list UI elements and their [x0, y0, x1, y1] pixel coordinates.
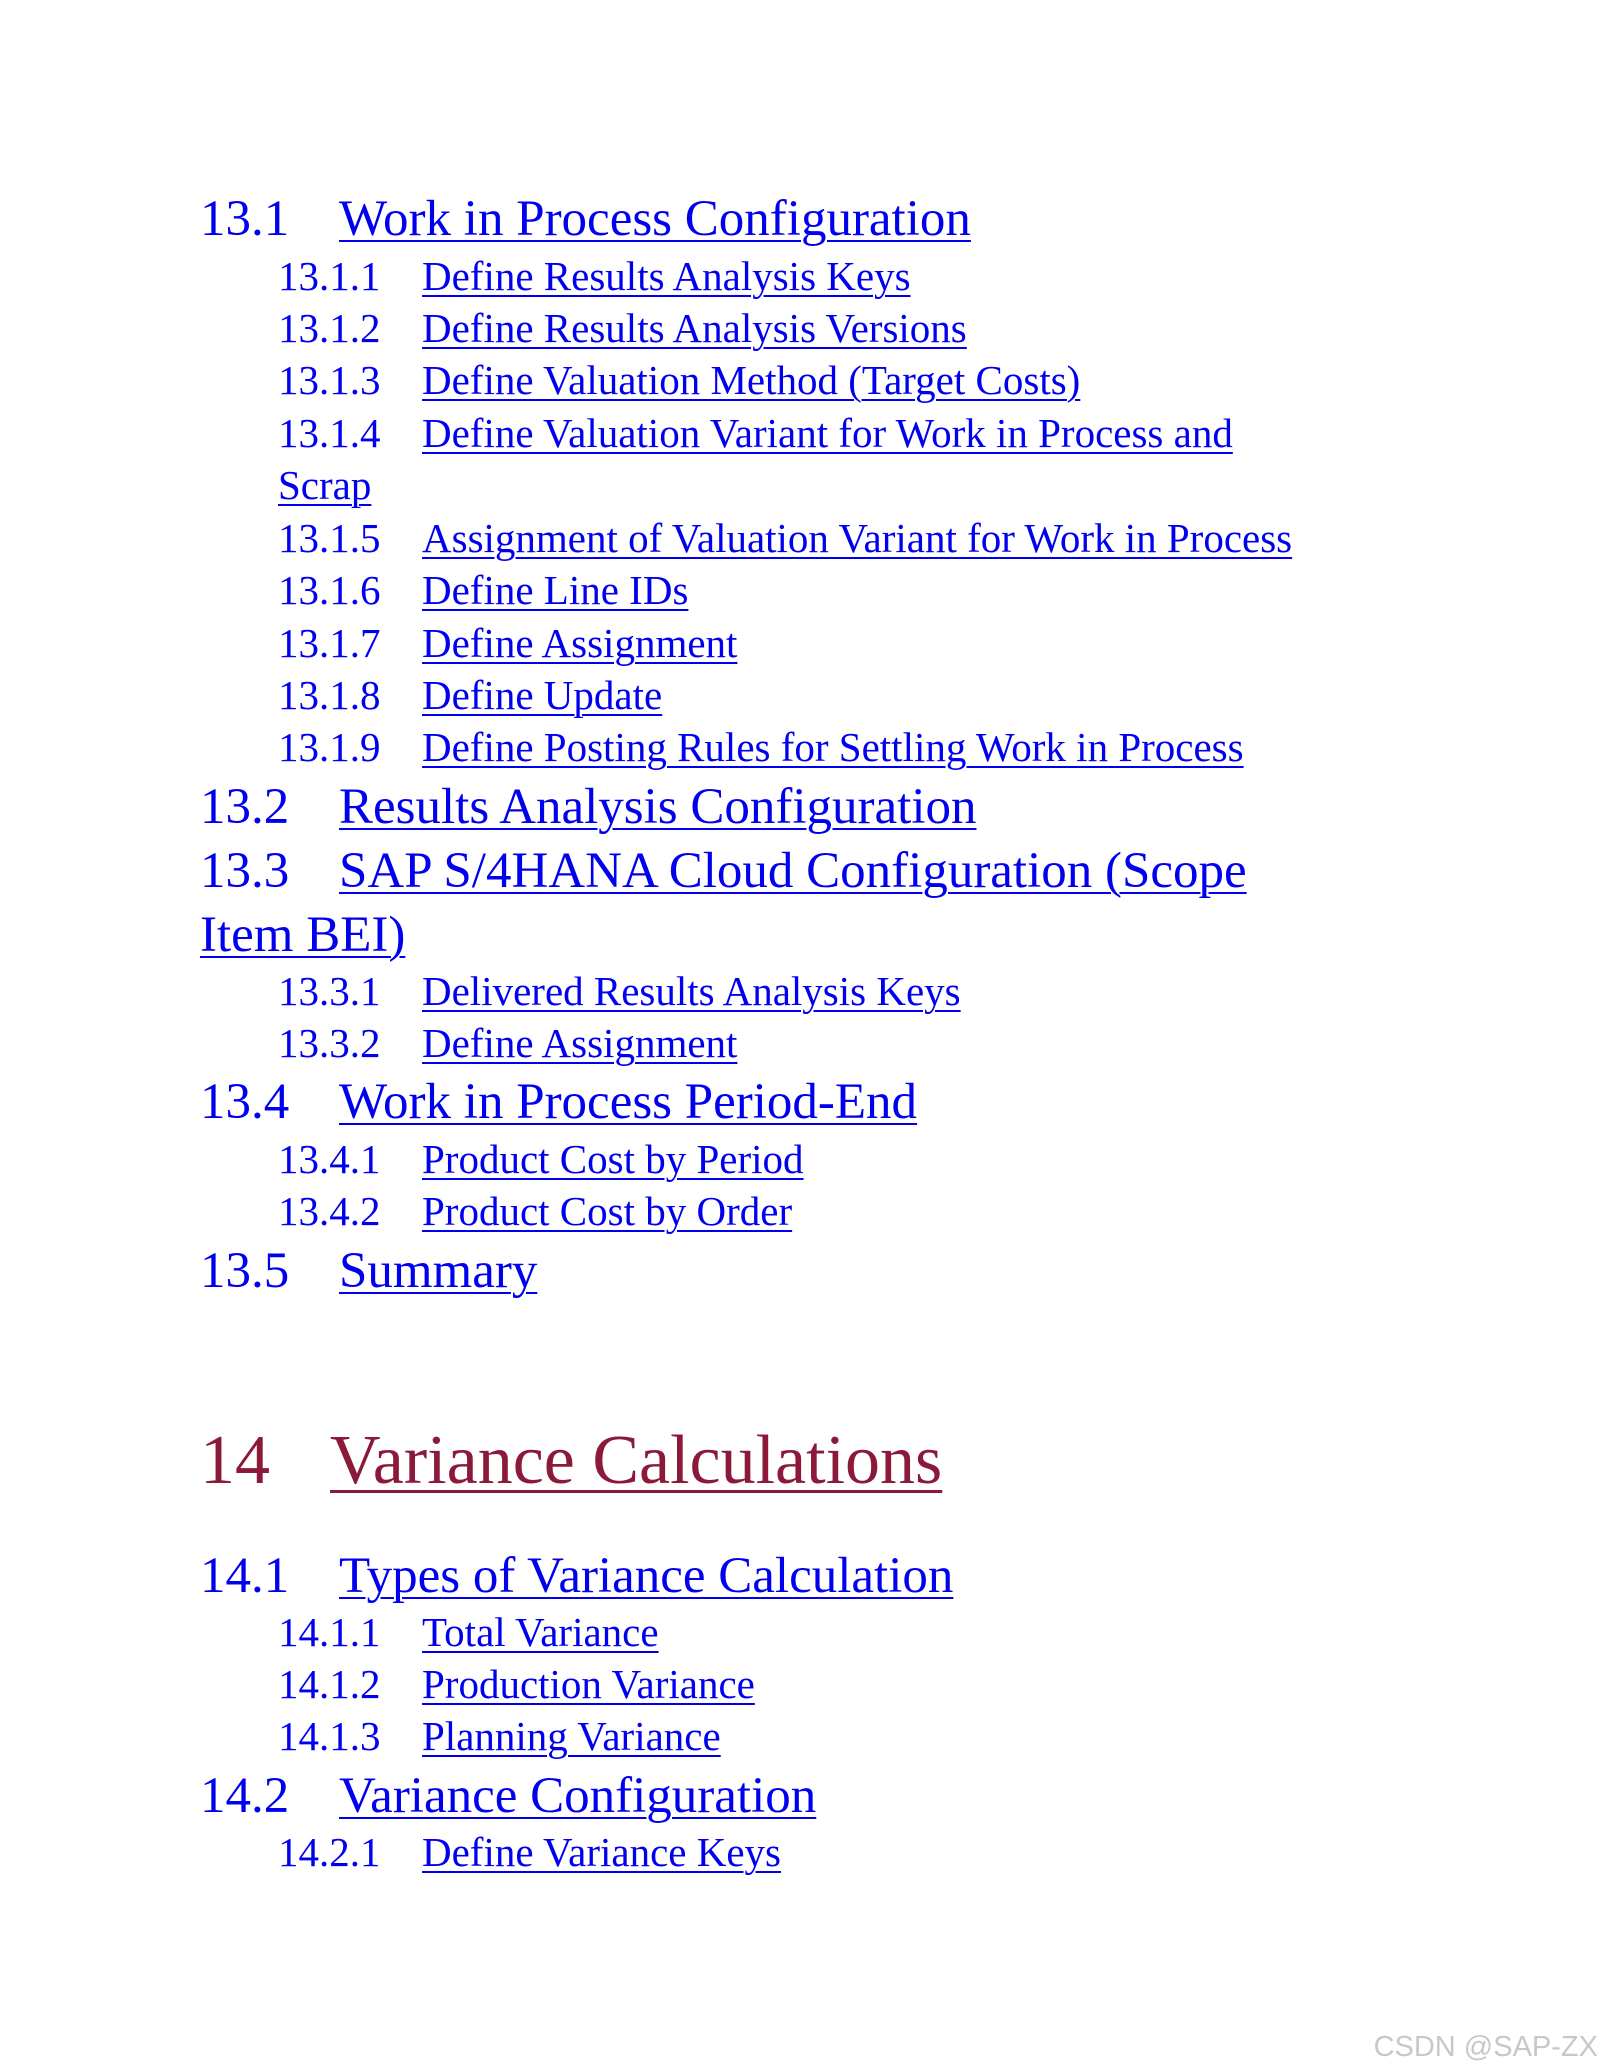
- toc-title: Planning Variance: [422, 1713, 721, 1759]
- toc-number: 13.4.2: [278, 1188, 381, 1234]
- toc-link-13-1-2[interactable]: [278, 304, 967, 352]
- toc-link-13-1-4-continuation[interactable]: [278, 461, 371, 509]
- toc-title: Work in Process Period-End: [339, 1074, 918, 1130]
- toc-link-13-5[interactable]: [200, 1242, 537, 1300]
- toc-number: 13.3.2: [278, 1020, 381, 1066]
- toc-title: Product Cost by Period: [422, 1136, 804, 1182]
- toc-number: 13.1.1: [278, 253, 381, 299]
- toc-number: 13.2: [200, 779, 290, 835]
- toc-number: 13.1.9: [278, 724, 381, 770]
- toc-link-13-1-7[interactable]: [278, 619, 737, 667]
- toc-title: Work in Process Configuration: [339, 191, 971, 247]
- toc-title: Define Update: [422, 672, 663, 718]
- toc-link-13-3[interactable]: [200, 842, 1247, 900]
- toc-title: Define Assignment: [422, 1020, 738, 1066]
- toc-title: Delivered Results Analysis Keys: [422, 968, 961, 1014]
- toc-link-14-1-1[interactable]: [278, 1608, 659, 1656]
- toc-number: 13.1.5: [278, 515, 381, 561]
- toc-link-14-1[interactable]: [200, 1547, 953, 1605]
- toc-title: Define Posting Rules for Settling Work in Process: [422, 724, 1244, 770]
- toc-link-13-2[interactable]: [200, 778, 977, 836]
- toc-title: Define Results Analysis Versions: [422, 305, 967, 351]
- toc-title: Define Results Analysis Keys: [422, 253, 911, 299]
- toc-number: 13.1.2: [278, 305, 381, 351]
- toc-title: Define Assignment: [422, 620, 738, 666]
- toc-number: 13.1.7: [278, 620, 381, 666]
- toc-number: 14.1.2: [278, 1661, 381, 1707]
- toc-title: Define Valuation Variant for Work in Process and: [422, 410, 1233, 456]
- toc-title: Assignment of Valuation Variant for Work in Process: [422, 515, 1293, 561]
- toc-link-13-1-9[interactable]: [278, 723, 1244, 771]
- toc-link-13-1-4[interactable]: [278, 409, 1233, 457]
- toc-number: 13.3: [200, 843, 290, 899]
- toc-link-13-3-continuation[interactable]: [200, 906, 405, 964]
- toc-link-14-1-2[interactable]: [278, 1660, 755, 1708]
- toc-link-13-1-8[interactable]: [278, 671, 662, 719]
- watermark: CSDN @SAP-ZX: [1373, 2031, 1598, 2063]
- toc-number: 13.1: [200, 191, 290, 247]
- toc-link-13-1[interactable]: [200, 190, 971, 248]
- toc-link-14[interactable]: [200, 1421, 942, 1501]
- toc-title: Define Line IDs: [422, 567, 689, 613]
- toc-number: 14.1.3: [278, 1713, 381, 1759]
- toc-link-13-1-5[interactable]: [278, 514, 1292, 562]
- toc-title: SAP S/4HANA Cloud Configuration (Scope: [339, 843, 1247, 899]
- toc-title-continuation: Item BEI): [200, 907, 406, 963]
- toc-title: Summary: [339, 1243, 538, 1299]
- toc-title-continuation: Scrap: [278, 462, 372, 508]
- toc-title: Product Cost by Order: [422, 1188, 793, 1234]
- toc-number: 13.1.8: [278, 672, 381, 718]
- toc-title: Variance Calculations: [330, 1422, 943, 1499]
- toc-link-13-3-1[interactable]: [278, 967, 961, 1015]
- toc-link-13-1-3[interactable]: [278, 356, 1080, 404]
- toc-title: Production Variance: [422, 1661, 755, 1707]
- toc-link-13-1-6[interactable]: [278, 566, 688, 614]
- toc-number: 13.1.3: [278, 357, 381, 403]
- toc-number: 14: [200, 1422, 270, 1499]
- toc-number: 13.4: [200, 1074, 290, 1130]
- toc-title: Results Analysis Configuration: [339, 779, 977, 835]
- toc-link-13-4-1[interactable]: [278, 1135, 804, 1183]
- toc-number: 13.5: [200, 1243, 290, 1299]
- toc-number: 14.1: [200, 1548, 290, 1604]
- toc-link-13-4-2[interactable]: [278, 1187, 792, 1235]
- toc-title: Total Variance: [422, 1609, 659, 1655]
- toc-title: Types of Variance Calculation: [339, 1548, 954, 1604]
- toc-link-14-1-3[interactable]: [278, 1712, 721, 1760]
- toc-link-14-2[interactable]: [200, 1767, 816, 1825]
- toc-link-13-4[interactable]: [200, 1073, 917, 1131]
- toc-link-14-2-1[interactable]: [278, 1828, 781, 1876]
- toc-number: 13.3.1: [278, 968, 381, 1014]
- toc-link-13-3-2[interactable]: [278, 1019, 737, 1067]
- toc-link-13-1-1[interactable]: [278, 252, 911, 300]
- toc-number: 14.2.1: [278, 1829, 381, 1875]
- toc-number: 13.4.1: [278, 1136, 381, 1182]
- toc-number: 13.1.4: [278, 410, 381, 456]
- toc-number: 14.1.1: [278, 1609, 381, 1655]
- toc-title: Define Valuation Method (Target Costs): [422, 357, 1081, 403]
- toc-title: Define Variance Keys: [422, 1829, 781, 1875]
- toc-number: 13.1.6: [278, 567, 381, 613]
- toc-number: 14.2: [200, 1768, 290, 1824]
- toc-title: Variance Configuration: [339, 1768, 817, 1824]
